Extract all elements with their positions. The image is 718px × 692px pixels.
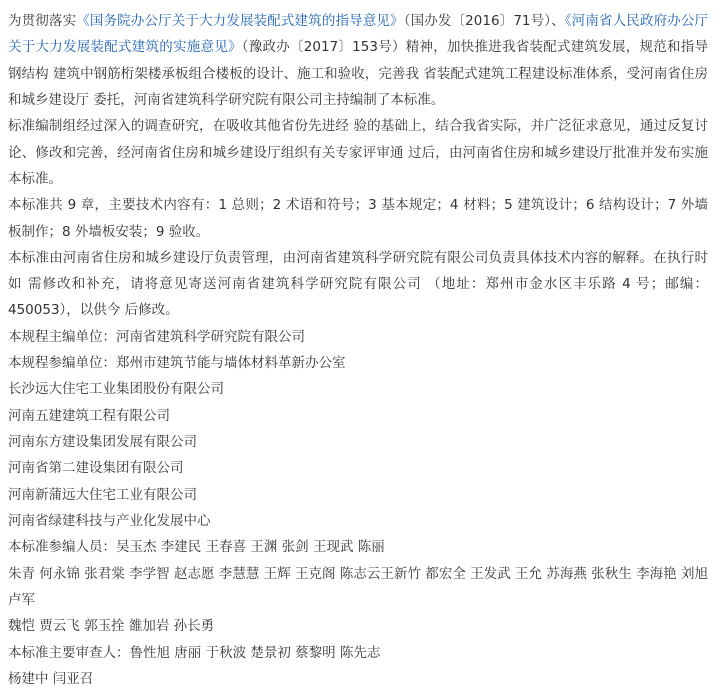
text-run: 标准编制组经过深入的调查研究，在吸收其他省份先进经 验的基础上，结合我省实际，并广泛征求意见，通过反复讨论、修改和完善，经河南省住房和城乡建设厅组织有关专家评审通 过后，由河南省住房和城乡建设厅批准并发布实施本标准。 <box>8 118 708 187</box>
foreword-paragraph-2 <box>8 113 708 192</box>
participating-unit-7: 河南省绿建科技与产业化发展中心 <box>8 512 211 529</box>
participating-unit-3: 河南五建建筑工程有限公司 <box>8 407 170 424</box>
drafters-line-1: 本标准参编人员：吴玉杰 李建民 王春喜 王渊 张剑 王现武 陈丽 <box>8 539 385 556</box>
chief-editor-unit-line: 本规程主编单位：河南省建筑科学研究院有限公司 <box>8 328 305 345</box>
text-run: 本标准共 9 章，主要技术内容有：1 总则；2 术语和符号；3 基本规定；4 材料；5 建筑设计；6 结构设计；7 外墙板制作；8 外墙板安装；9 验收。 <box>8 197 708 240</box>
drafters-line-2: 朱青 何永锦 张君棠 李学智 赵志愿 李慧慧 王辉 王克阁 陈志云王新竹 都宏全 王发武 王允 苏海燕 张秋生 李海艳 刘旭 卢军 <box>8 565 708 608</box>
drafters-line-3: 魏恺 贾云飞 郭玉拴 雒加岩 孙长勇 <box>8 618 215 635</box>
participating-unit-line: 本规程参编单位：郑州市建筑节能与墙体材料革新办公室 <box>8 355 346 372</box>
text-run: （国办发〔2016〕71号）、 <box>403 13 565 29</box>
text-run: 为贯彻落实 <box>8 13 77 29</box>
foreword-paragraph-1 <box>8 8 708 113</box>
reviewers-line-1: 本标准主要审查人：鲁性旭 唐丽 于秋波 楚景初 蔡黎明 陈先志 <box>8 644 381 661</box>
participating-unit-2: 长沙远大住宅工业集团股份有限公司 <box>8 381 224 398</box>
foreword-paragraph-4 <box>8 245 708 324</box>
participating-unit-6: 河南新蒲远大住宅工业有限公司 <box>8 486 197 503</box>
referenced-policy-title-1: 《国务院办公厅关于大力发展装配式建筑的指导意见》 <box>76 13 404 29</box>
foreword-paragraph-3 <box>8 192 708 245</box>
participating-unit-5: 河南省第二建设集团有限公司 <box>8 460 184 477</box>
referenced-policy-title-2: 《河南省人民政府办公厅 关于大力发展装配式建筑的实施意见》 <box>8 13 709 56</box>
participating-unit-4: 河南东方建设集团发展有限公司 <box>8 434 197 450</box>
text-run: （豫政办〔2017〕153号）精神，加快推进我省装配式建筑发展，规范和指导钢结构 建筑中钢筋桁架楼承板组合楼板的设计、施工和验收，完善我 省装配式建筑工程建设标准体系，受河南省住房和城乡建设厅 委托，河南省建筑科学研究院有限公司主持编制了本标准。 <box>8 39 709 108</box>
text-run: 本标准由河南省住房和城乡建设厅负责管理，由河南省建筑科学研究院有限公司负责具体技术内容的解释。在执行时如 需修改和补充，请将意见寄送河南省建筑科学研究院有限公司 （地址：郑州市金水区丰乐路 4 号；邮编：450053），以供今 后修改。 <box>8 249 708 319</box>
reviewers-line-2: 杨建中 闫亚召 <box>8 670 94 687</box>
